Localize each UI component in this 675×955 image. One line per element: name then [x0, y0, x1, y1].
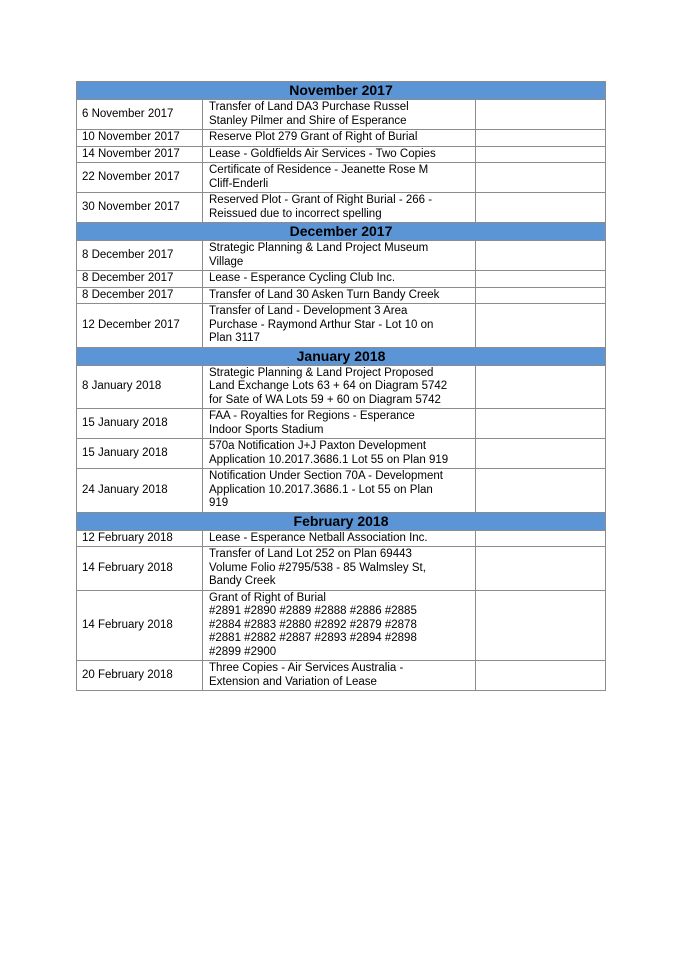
month-header-row [77, 223, 606, 241]
month-heading: January 2018 [77, 347, 606, 365]
entry-note [476, 304, 606, 348]
entry-date: 24 January 2018 [77, 469, 203, 513]
entry-description: Notification Under Section 70A - Development Application 10.2017.3686.1 - Lot 55 on Plan 919 [203, 469, 476, 513]
table-row [77, 304, 606, 348]
table-row [77, 271, 606, 288]
table-row [77, 287, 606, 304]
table-row [77, 590, 606, 661]
entry-date: 8 December 2017 [77, 241, 203, 271]
entry-date: 6 November 2017 [77, 100, 203, 130]
entry-description: Transfer of Land - Development 3 Area Purchase - Raymond Arthur Star - Lot 10 on Plan 3117 [203, 304, 476, 348]
entry-description: Certificate of Residence - Jeanette Rose M Cliff-Enderli [203, 163, 476, 193]
entry-note [476, 409, 606, 439]
table-row [77, 193, 606, 223]
month-heading: February 2018 [77, 512, 606, 530]
entry-note [476, 365, 606, 409]
entry-note [476, 163, 606, 193]
entry-note [476, 530, 606, 547]
month-header-row [77, 347, 606, 365]
month-header-row [77, 82, 606, 100]
entry-note [476, 590, 606, 661]
table-row [77, 409, 606, 439]
entry-date: 15 January 2018 [77, 409, 203, 439]
entry-description: Grant of Right of Burial #2891 #2890 #2889 #2888 #2886 #2885 #2884 #2883 #2880 #2892 #2879 #2878 #2881 #2882 #2887 #2893 #2894 #2898 #2899 #2900 [203, 590, 476, 661]
entry-note [476, 469, 606, 513]
table-row [77, 365, 606, 409]
table-row [77, 163, 606, 193]
entry-date: 8 December 2017 [77, 287, 203, 304]
entry-note [476, 287, 606, 304]
table-row [77, 130, 606, 147]
entry-date: 22 November 2017 [77, 163, 203, 193]
entry-description: Reserve Plot 279 Grant of Right of Burial [203, 130, 476, 147]
entry-date: 30 November 2017 [77, 193, 203, 223]
table-row [77, 530, 606, 547]
entry-note [476, 241, 606, 271]
table-row [77, 439, 606, 469]
month-heading: December 2017 [77, 223, 606, 241]
entry-date: 14 November 2017 [77, 146, 203, 163]
table-row [77, 146, 606, 163]
month-heading: November 2017 [77, 82, 606, 100]
entry-description: Transfer of Land DA3 Purchase Russel Stanley Pilmer and Shire of Esperance [203, 100, 476, 130]
entry-date: 14 February 2018 [77, 590, 203, 661]
entry-date: 20 February 2018 [77, 661, 203, 691]
table-row [77, 100, 606, 130]
entry-description: Three Copies - Air Services Australia - Extension and Variation of Lease [203, 661, 476, 691]
entry-description: FAA - Royalties for Regions - Esperance Indoor Sports Stadium [203, 409, 476, 439]
entry-note [476, 100, 606, 130]
entry-date: 10 November 2017 [77, 130, 203, 147]
entry-description: Strategic Planning & Land Project Museum Village [203, 241, 476, 271]
entry-note [476, 146, 606, 163]
entry-date: 8 January 2018 [77, 365, 203, 409]
entry-description: 570a Notification J+J Paxton Development Application 10.2017.3686.1 Lot 55 on Plan 919 [203, 439, 476, 469]
table-row [77, 469, 606, 513]
table-row [77, 661, 606, 691]
entry-date: 15 January 2018 [77, 439, 203, 469]
entry-note [476, 271, 606, 288]
entry-date: 12 December 2017 [77, 304, 203, 348]
entry-date: 14 February 2018 [77, 547, 203, 591]
entry-note [476, 661, 606, 691]
entry-note [476, 130, 606, 147]
entry-description: Lease - Esperance Netball Association Inc. [203, 530, 476, 547]
entry-description: Strategic Planning & Land Project Proposed Land Exchange Lots 63 + 64 on Diagram 5742 for Sate of WA Lots 59 + 60 on Diagram 5742 [203, 365, 476, 409]
entry-description: Transfer of Land 30 Asken Turn Bandy Creek [203, 287, 476, 304]
table-row [77, 241, 606, 271]
entry-description: Transfer of Land Lot 252 on Plan 69443 Volume Folio #2795/538 - 85 Walmsley St, Bandy Creek [203, 547, 476, 591]
entry-description: Lease - Esperance Cycling Club Inc. [203, 271, 476, 288]
register-body [77, 82, 606, 691]
table-row [77, 547, 606, 591]
entry-note [476, 439, 606, 469]
document-register-table [76, 81, 606, 691]
month-header-row [77, 512, 606, 530]
entry-note [476, 193, 606, 223]
entry-date: 8 December 2017 [77, 271, 203, 288]
entry-date: 12 February 2018 [77, 530, 203, 547]
entry-description: Lease - Goldfields Air Services - Two Copies [203, 146, 476, 163]
entry-description: Reserved Plot - Grant of Right Burial - 266 - Reissued due to incorrect spelling [203, 193, 476, 223]
entry-note [476, 547, 606, 591]
